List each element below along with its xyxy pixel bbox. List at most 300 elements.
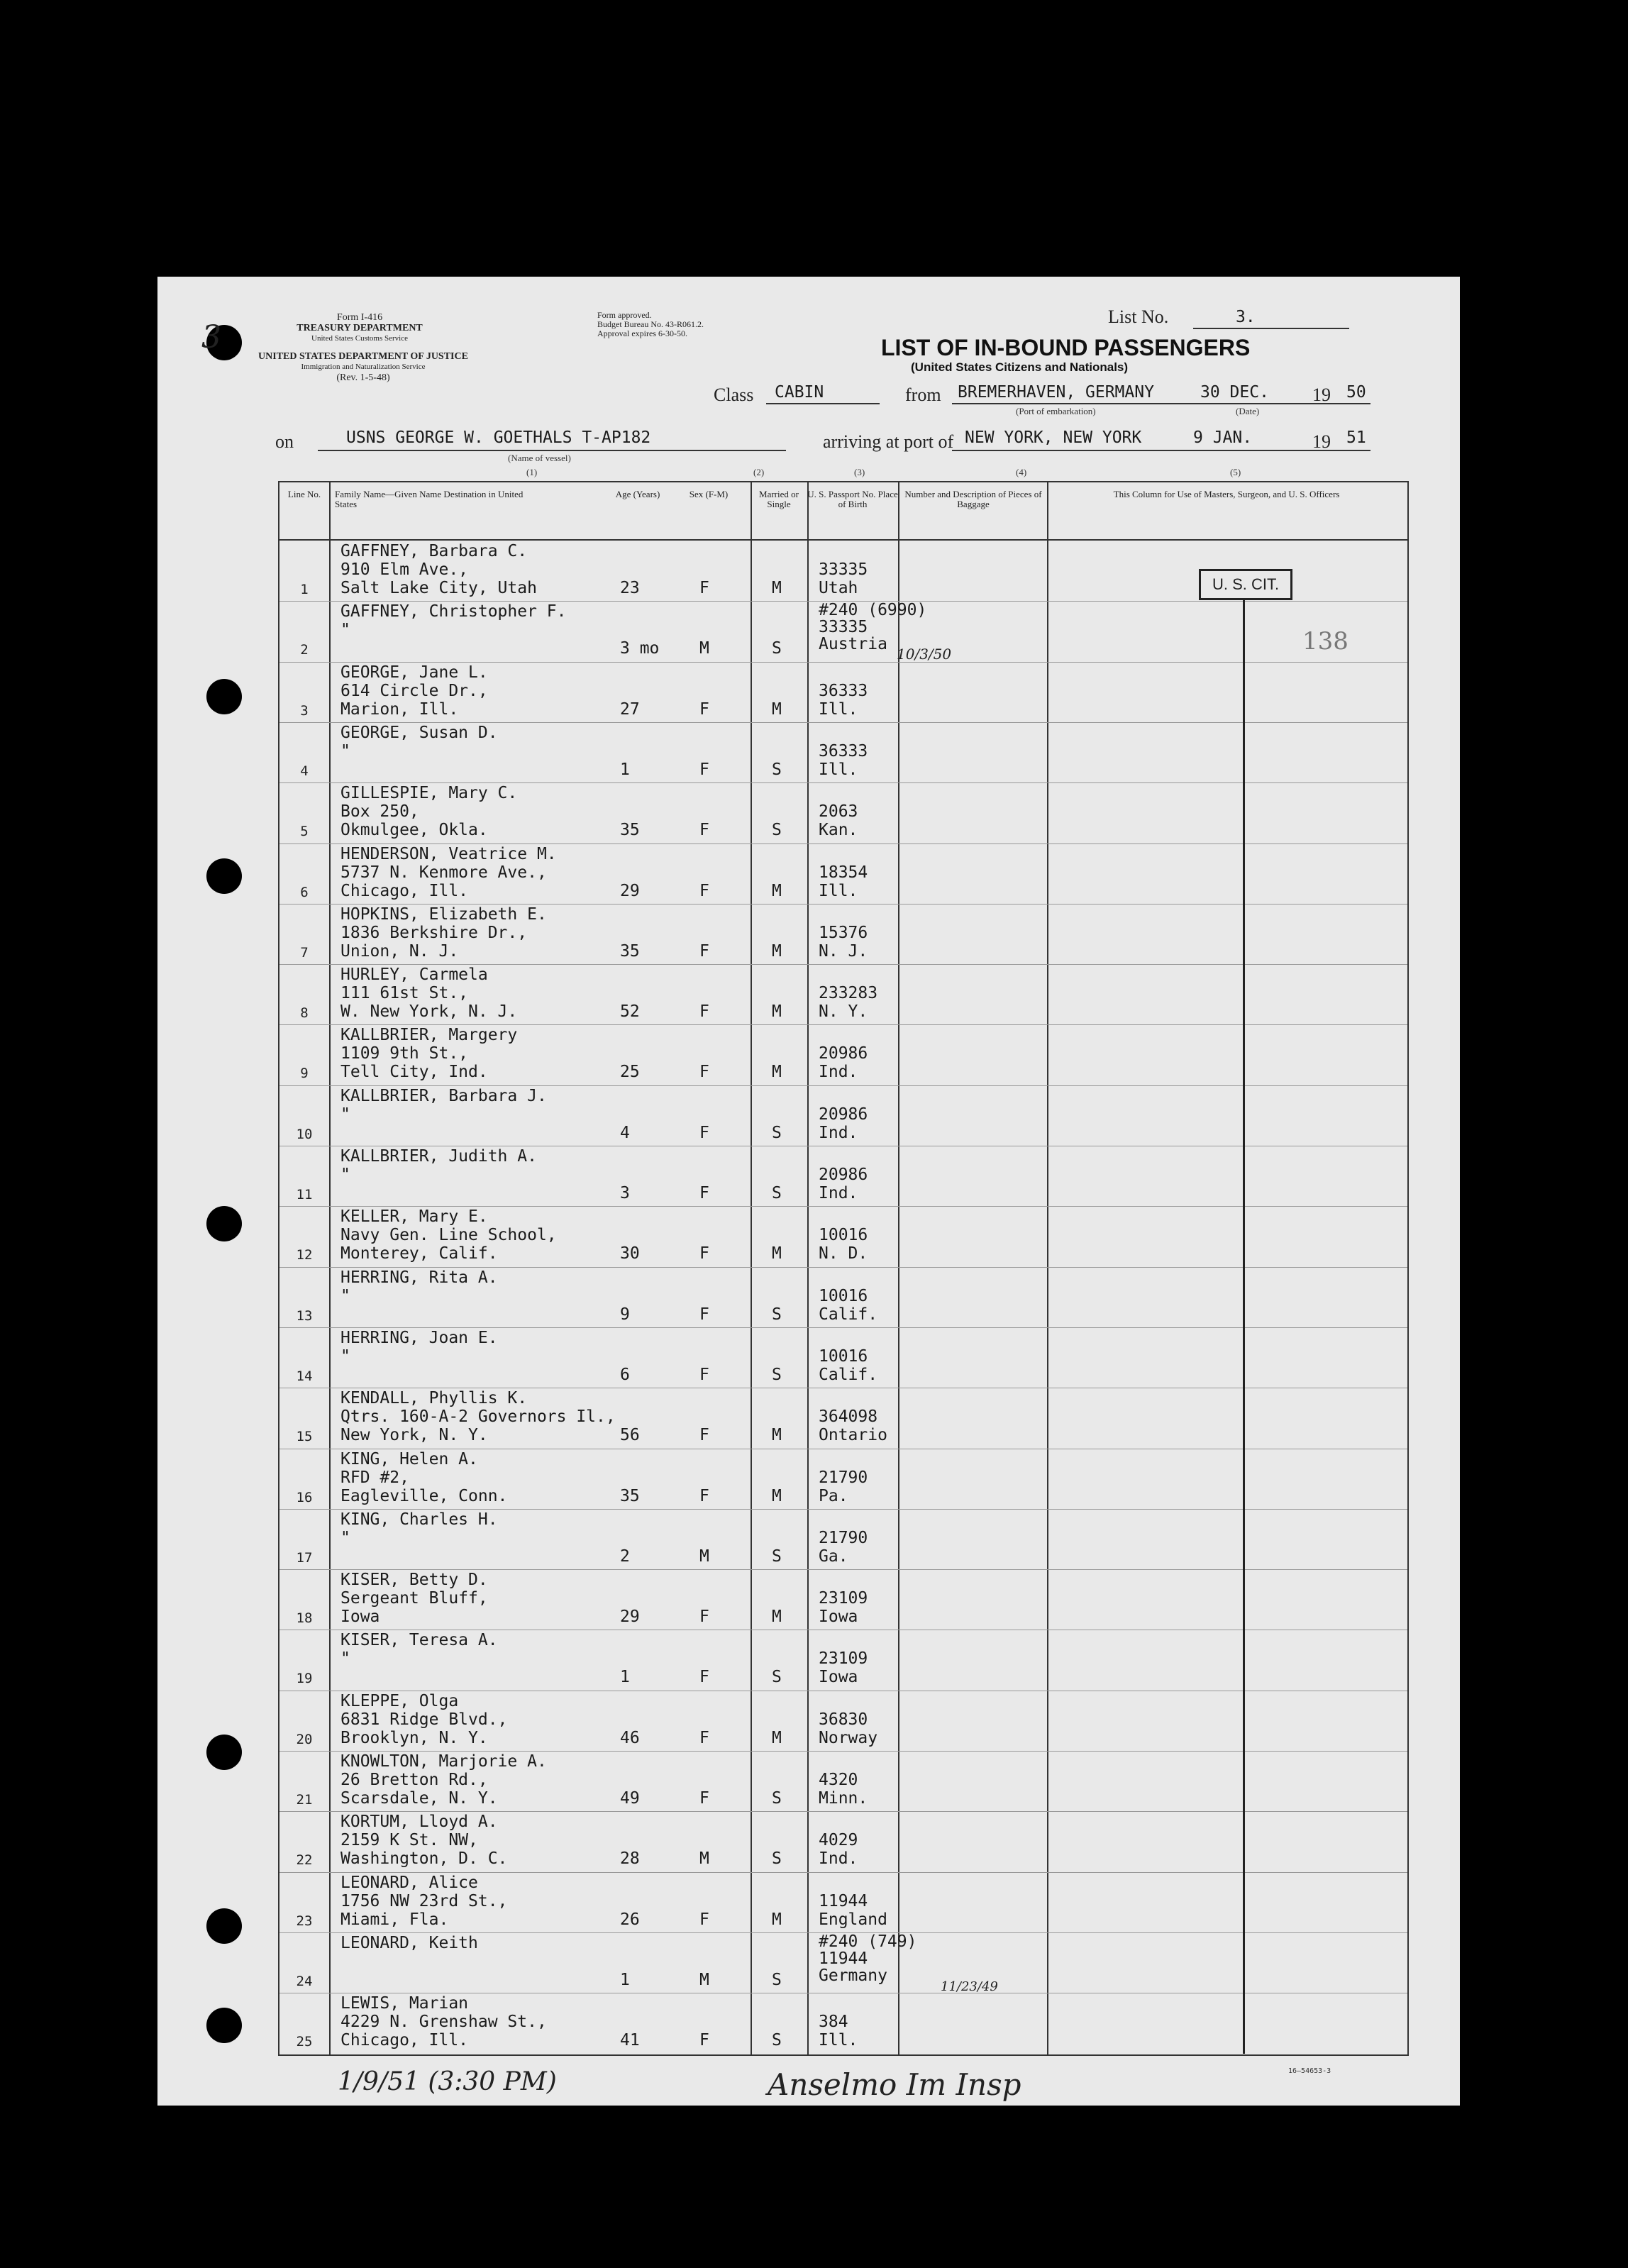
passport-birthplace-line: Kan. <box>819 821 858 840</box>
passport-birthplace-line: 21790 <box>819 1528 868 1547</box>
name-destination-line: GAFFNEY, Christopher F. <box>340 602 567 621</box>
vessel-caption: (Name of vessel) <box>508 453 571 463</box>
name-destination-line: 1836 Berkshire Dr., <box>340 923 528 942</box>
name-destination-line: Marion, Ill. <box>340 699 459 719</box>
row-divider <box>279 1811 1407 1812</box>
col-header-officers: This Column for Use of Masters, Surgeon, and U. S. Officers <box>1113 489 1340 499</box>
class-underline <box>766 403 880 404</box>
col-header-married: Married or Single <box>759 489 799 509</box>
col-header-line-no: Line No. <box>287 489 321 499</box>
row-divider <box>279 722 1407 723</box>
name-destination-line: 1756 NW 23rd St., <box>340 1891 508 1910</box>
row-divider <box>279 1872 1407 1873</box>
age-value: 1 <box>620 1668 630 1687</box>
passport-birthplace-line: 10016 <box>819 1286 868 1305</box>
inspector-signature: Anselmo Im Insp <box>768 2067 1021 2102</box>
line-number: 15 <box>296 1429 313 1445</box>
passport-birthplace-line: 36830 <box>819 1710 868 1729</box>
approval-block <box>597 311 782 338</box>
arrival-year: 51 <box>1346 428 1366 447</box>
age-value: 23 <box>620 579 640 597</box>
customs-service: United States Customs Service <box>311 334 408 343</box>
name-destination-line: W. New York, N. J. <box>340 1002 518 1022</box>
passport-birthplace-line: Ill. <box>819 699 858 719</box>
sex-value: F <box>699 881 709 900</box>
name-destination-line: KENDALL, Phyllis K. <box>340 1389 528 1408</box>
form-subtitle: (United States Citizens and Nationals) <box>911 360 1129 374</box>
marital-value: M <box>772 1244 782 1263</box>
arriving-label: arriving at port of <box>823 431 954 452</box>
age-value: 46 <box>620 1728 640 1747</box>
line-number: 18 <box>296 1610 313 1627</box>
row-divider <box>279 601 1407 602</box>
line-number: 6 <box>300 884 309 900</box>
marital-value: S <box>772 1305 782 1324</box>
arrival-port: NEW YORK, NEW YORK <box>965 428 1142 447</box>
treasury-dept: TREASURY DEPARTMENT <box>297 323 423 333</box>
sex-value: F <box>699 1063 709 1082</box>
marital-value: M <box>772 1002 782 1022</box>
sex-value: F <box>699 1910 709 1929</box>
name-destination-line: 111 61st St., <box>340 984 469 1003</box>
row-divider <box>279 843 1407 844</box>
name-destination-line: LEWIS, Marian <box>340 1994 469 2013</box>
sex-value: M <box>699 639 709 658</box>
name-destination-line: KALLBRIER, Barbara J. <box>340 1086 547 1105</box>
age-value: 1 <box>620 760 630 779</box>
age-value: 25 <box>620 1063 640 1082</box>
passport-birthplace-line: 10016 <box>819 1346 868 1366</box>
line-number: 7 <box>300 944 309 961</box>
age-value: 49 <box>620 1789 640 1808</box>
approval-line: Form approved. <box>597 310 652 320</box>
sex-value: F <box>699 1668 709 1687</box>
age-value: 35 <box>620 941 640 961</box>
marital-value: S <box>772 821 782 840</box>
age-value: 4 <box>620 1123 630 1142</box>
row-divider <box>279 1569 1407 1570</box>
name-destination-line: KISER, Betty D. <box>340 1571 488 1590</box>
name-destination-line: " <box>340 1649 350 1669</box>
col-number: (2) <box>753 467 765 477</box>
marital-value: S <box>772 1547 782 1566</box>
on-label: on <box>275 431 294 452</box>
marital-value: S <box>772 1123 782 1142</box>
name-destination-line: Miami, Fla. <box>340 1910 449 1929</box>
passport-birthplace-line: Minn. <box>819 1789 868 1808</box>
class-value: CABIN <box>775 383 824 402</box>
sex-value: M <box>699 1547 709 1566</box>
sex-value: F <box>699 1608 709 1627</box>
col-header-baggage: Number and Description of Pieces of Baggage <box>904 489 1042 509</box>
marital-value: M <box>772 1608 782 1627</box>
embark-port: BREMERHAVEN, GERMANY <box>958 383 1154 402</box>
marital-value: S <box>772 1184 782 1202</box>
passport-birthplace-line: Ontario <box>819 1426 887 1445</box>
name-destination-line: HENDERSON, Veatrice M. <box>340 844 557 863</box>
line-number: 14 <box>296 1368 313 1384</box>
line-number: 5 <box>300 824 309 840</box>
passport-birthplace-line: Ind. <box>819 1123 858 1142</box>
line-number: 17 <box>296 1549 313 1566</box>
justice-block <box>257 351 470 383</box>
approval-line: Budget Bureau No. 43-R061.2. <box>597 319 704 329</box>
passport-birthplace-line: Norway <box>819 1728 878 1747</box>
line-number: 1 <box>300 582 309 597</box>
age-value: 27 <box>620 699 640 719</box>
name-destination-line: Chicago, Ill. <box>340 2031 469 2050</box>
corner-mark: 3 <box>201 319 221 355</box>
marital-value: M <box>772 699 782 719</box>
from-label: from <box>905 385 941 405</box>
passport-birthplace-line: Austria <box>819 635 887 654</box>
passport-birthplace-line: 384 <box>819 2013 848 2032</box>
col-header-sex: Sex (F-M) <box>689 489 729 499</box>
marital-value: M <box>772 1910 782 1929</box>
embark-date: 30 DEC. <box>1200 383 1269 402</box>
line-number: 11 <box>296 1187 313 1202</box>
header-divider <box>279 539 1407 541</box>
line-number: 8 <box>300 1005 309 1022</box>
name-destination-line: Box 250, <box>340 802 419 822</box>
passport-birthplace-line: 20986 <box>819 1105 868 1124</box>
age-value: 35 <box>620 1486 640 1505</box>
name-destination-line: Okmulgee, Okla. <box>340 821 488 840</box>
name-destination-line: Union, N. J. <box>340 941 459 961</box>
manifest-page <box>157 277 1460 2106</box>
date-caption: (Date) <box>1236 406 1260 416</box>
name-destination-line: " <box>340 1166 350 1184</box>
justice-dept: UNITED STATES DEPARTMENT OF JUSTICE <box>258 351 468 362</box>
name-destination-line: GEORGE, Jane L. <box>340 663 488 682</box>
passport-birthplace-line: 4029 <box>819 1831 858 1850</box>
passport-birthplace-line: Germany <box>819 1966 887 1985</box>
name-destination-line: " <box>340 1286 350 1305</box>
row-divider <box>279 1085 1407 1086</box>
passport-birthplace-line: 36333 <box>819 741 868 760</box>
sex-value: F <box>699 1184 709 1202</box>
name-destination-line: GEORGE, Susan D. <box>340 723 498 742</box>
name-destination-line: HERRING, Joan E. <box>340 1328 498 1347</box>
row-divider <box>279 1206 1407 1207</box>
name-destination-line: Tell City, Ind. <box>340 1063 488 1082</box>
date-note: 10/3/50 <box>897 646 952 663</box>
arrival-underline <box>952 450 1370 451</box>
line-number: 12 <box>296 1247 313 1263</box>
line-number: 16 <box>296 1489 313 1505</box>
passport-birthplace-line: Ind. <box>819 1063 858 1082</box>
name-destination-line: KNOWLTON, Marjorie A. <box>340 1752 547 1771</box>
embark-year: 50 <box>1346 383 1366 402</box>
punch-hole <box>206 858 242 894</box>
passport-birthplace-line: 2063 <box>819 802 858 822</box>
passport-birthplace-line: Iowa <box>819 1608 858 1627</box>
name-destination-line: Navy Gen. Line School, <box>340 1226 557 1245</box>
form-agency-block <box>271 312 448 344</box>
row-divider <box>279 1932 1407 1933</box>
passport-birthplace-line: Ind. <box>819 1184 858 1202</box>
line-number: 2 <box>300 642 309 658</box>
passport-birthplace-line: 4320 <box>819 1771 858 1789</box>
name-destination-line: 1109 9th St., <box>340 1044 469 1063</box>
row-divider <box>279 904 1407 905</box>
col-divider <box>1047 482 1048 2054</box>
line-number: 22 <box>296 1852 313 1869</box>
passport-birthplace-line: Pa. <box>819 1486 848 1505</box>
marital-value: S <box>772 760 782 779</box>
col-number: (5) <box>1230 467 1241 477</box>
form-title: LIST OF IN-BOUND PASSENGERS <box>881 335 1251 360</box>
line-number: 23 <box>296 1913 313 1929</box>
name-destination-line: " <box>340 1105 350 1124</box>
passport-birthplace-line: Ind. <box>819 1849 858 1869</box>
marital-value: S <box>772 1849 782 1869</box>
marital-value: M <box>772 1486 782 1505</box>
name-destination-line: Washington, D. C. <box>340 1849 508 1869</box>
name-destination-line: " <box>340 741 350 760</box>
age-value: 26 <box>620 1910 640 1929</box>
sex-value: F <box>699 821 709 840</box>
age-value: 2 <box>620 1547 630 1566</box>
name-destination-line: KISER, Teresa A. <box>340 1631 498 1650</box>
col-divider <box>329 482 331 2054</box>
row-divider <box>279 1509 1407 1510</box>
date-note: 11/23/49 <box>941 1979 998 1994</box>
name-destination-line: Chicago, Ill. <box>340 881 469 900</box>
name-destination-line: LEONARD, Alice <box>340 1873 478 1892</box>
passport-birthplace-line: N. D. <box>819 1244 868 1263</box>
passport-birthplace-line: 233283 <box>819 984 878 1003</box>
name-destination-line: Salt Lake City, Utah <box>340 579 537 597</box>
passport-birthplace-line: Iowa <box>819 1668 858 1687</box>
name-destination-line: " <box>340 1346 350 1366</box>
age-value: 30 <box>620 1244 640 1263</box>
vessel-name: USNS GEORGE W. GOETHALS T-AP182 <box>346 428 651 447</box>
age-value: 29 <box>620 881 640 900</box>
from-underline <box>952 403 1370 404</box>
row-divider <box>279 1751 1407 1752</box>
passport-birthplace-line: N. Y. <box>819 1002 868 1022</box>
punch-hole <box>206 1735 242 1770</box>
name-destination-line: RFD #2, <box>340 1468 409 1487</box>
list-no-underline <box>1193 328 1349 329</box>
form-number: Form I-416 <box>336 312 383 323</box>
age-value: 52 <box>620 1002 640 1022</box>
age-value: 41 <box>620 2031 640 2050</box>
punch-hole <box>206 2008 242 2043</box>
row-divider <box>279 662 1407 663</box>
passport-birthplace-line: 11944 <box>819 1949 868 1968</box>
vessel-underline <box>318 450 786 451</box>
name-destination-line: New York, N. Y. <box>340 1426 488 1445</box>
arrival-year-prefix: 19 <box>1312 431 1331 452</box>
passport-birthplace-line: 33335 <box>819 560 868 579</box>
passport-birthplace-line: 11944 <box>819 1891 868 1910</box>
passport-birthplace-line: 15376 <box>819 923 868 942</box>
marital-value: S <box>772 1365 782 1384</box>
name-destination-line: KELLER, Mary E. <box>340 1207 488 1227</box>
marital-value: S <box>772 639 782 658</box>
arrival-date: 9 JAN. <box>1193 428 1253 447</box>
line-number: 10 <box>296 1126 313 1142</box>
approval-line: Approval expires 6-30-50. <box>597 328 687 338</box>
name-destination-line: LEONARD, Keith <box>340 1933 478 1952</box>
row-divider <box>279 782 1407 783</box>
name-destination-line: Eagleville, Conn. <box>340 1486 508 1505</box>
punch-hole <box>206 1206 242 1241</box>
name-destination-line: 910 Elm Ave., <box>340 560 469 579</box>
passport-birthplace-line: England <box>819 1910 887 1929</box>
name-destination-line: HOPKINS, Elizabeth E. <box>340 905 547 924</box>
age-value: 1 <box>620 1970 630 1989</box>
age-value: 35 <box>620 821 640 840</box>
name-destination-line: 4229 N. Grenshaw St., <box>340 2013 547 2032</box>
marital-value: M <box>772 941 782 961</box>
name-destination-line: 614 Circle Dr., <box>340 681 488 700</box>
sex-value: F <box>699 941 709 961</box>
name-destination-line: KLEPPE, Olga <box>340 1691 459 1710</box>
passport-birthplace-line: 23109 <box>819 1649 868 1669</box>
passport-birthplace-line: 364098 <box>819 1407 878 1427</box>
age-value: 6 <box>620 1365 630 1384</box>
col-divider <box>751 482 752 2054</box>
passport-birthplace-line: 18354 <box>819 863 868 882</box>
age-value: 9 <box>620 1305 630 1324</box>
name-destination-line: KORTUM, Lloyd A. <box>340 1813 498 1832</box>
col-number: (1) <box>526 467 538 477</box>
age-value: 29 <box>620 1608 640 1627</box>
passport-birthplace-line: Ill. <box>819 881 858 900</box>
col-divider <box>807 482 809 2054</box>
sex-value: F <box>699 1728 709 1747</box>
ins-service: Immigration and Naturalization Service <box>301 363 426 371</box>
marital-value: S <box>772 2031 782 2050</box>
passport-birthplace-line: #240 (749) <box>819 1932 917 1951</box>
age-value: 56 <box>620 1426 640 1445</box>
sex-value: M <box>699 1849 709 1869</box>
citizen-stamp: U. S. CIT. <box>1199 569 1292 600</box>
line-number: 24 <box>296 1973 313 1989</box>
sex-value: F <box>699 1486 709 1505</box>
passport-birthplace-line: Calif. <box>819 1305 878 1324</box>
col-header-name: Family Name—Given Name Destination in United States <box>335 489 524 509</box>
punch-hole <box>206 1908 242 1944</box>
sex-value: F <box>699 1002 709 1022</box>
line-number: 3 <box>300 702 309 719</box>
line-number: 19 <box>296 1671 313 1687</box>
col-number: (4) <box>1016 467 1027 477</box>
line-number: 13 <box>296 1307 313 1324</box>
passport-birthplace-line: Ill. <box>819 2031 858 2050</box>
marital-value: M <box>772 1728 782 1747</box>
line-number: 20 <box>296 1731 313 1747</box>
row-divider <box>279 1024 1407 1025</box>
name-destination-line: KING, Charles H. <box>340 1510 498 1529</box>
row-divider <box>279 1327 1407 1328</box>
sex-value: M <box>699 1970 709 1989</box>
marital-value: S <box>772 1668 782 1687</box>
row-divider <box>279 964 1407 965</box>
sex-value: F <box>699 1123 709 1142</box>
name-destination-line: KING, Helen A. <box>340 1449 478 1468</box>
name-destination-line: GAFFNEY, Barbara C. <box>340 542 528 560</box>
marital-value: S <box>772 1970 782 1989</box>
marital-value: S <box>772 1789 782 1808</box>
name-destination-line: 5737 N. Kenmore Ave., <box>340 863 547 882</box>
sex-value: F <box>699 1426 709 1445</box>
row-divider <box>279 1267 1407 1268</box>
name-destination-line: KALLBRIER, Margery <box>340 1026 518 1045</box>
passport-birthplace-line: 20986 <box>819 1166 868 1184</box>
col-header-age: Age (Years) <box>615 489 660 499</box>
name-destination-line: Monterey, Calif. <box>340 1244 498 1263</box>
passport-birthplace-line: #240 (6990) <box>819 601 927 620</box>
passport-birthplace-line: 20986 <box>819 1044 868 1063</box>
line-number: 25 <box>296 2034 313 2050</box>
passport-birthplace-line: 10016 <box>819 1226 868 1245</box>
line-number: 9 <box>300 1066 309 1082</box>
sex-value: F <box>699 1305 709 1324</box>
name-destination-line: KALLBRIER, Judith A. <box>340 1147 537 1166</box>
list-no-label: List No. <box>1108 306 1169 327</box>
passport-birthplace-line: Ga. <box>819 1547 848 1566</box>
footer-code: 16—54653-3 <box>1288 2067 1331 2075</box>
col-header-passport: U. S. Passport No. Place of Birth <box>807 489 898 509</box>
port-caption: (Port of embarkation) <box>1016 406 1096 416</box>
name-destination-line: HERRING, Rita A. <box>340 1268 498 1287</box>
passport-birthplace-line: 33335 <box>819 618 868 637</box>
bottom-date-note: 1/9/51 (3:30 PM) <box>338 2067 557 2096</box>
class-label: Class <box>714 385 754 405</box>
sex-value: F <box>699 1789 709 1808</box>
embark-year-prefix: 19 <box>1312 385 1331 405</box>
sex-value: F <box>699 699 709 719</box>
name-destination-line: GILLESPIE, Mary C. <box>340 784 518 803</box>
col-number: (3) <box>854 467 865 477</box>
list-no-value: 3. <box>1236 308 1256 326</box>
age-value: 3 <box>620 1184 630 1202</box>
line-number: 4 <box>300 763 309 779</box>
punch-hole <box>206 679 242 714</box>
passport-birthplace-line: N. J. <box>819 941 868 961</box>
age-value: 28 <box>620 1849 640 1869</box>
officer-check-line <box>1243 599 1245 2054</box>
name-destination-line: " <box>340 621 350 640</box>
marital-value: M <box>772 881 782 900</box>
name-destination-line: Iowa <box>340 1608 380 1627</box>
passport-birthplace-line: Ill. <box>819 760 858 779</box>
name-destination-line: 2159 K St. NW, <box>340 1831 478 1850</box>
age-value: 3 mo <box>620 639 660 658</box>
name-destination-line: Brooklyn, N. Y. <box>340 1728 488 1747</box>
passport-birthplace-line: 21790 <box>819 1468 868 1487</box>
col-divider <box>898 482 899 2054</box>
passport-birthplace-line: Utah <box>819 579 858 597</box>
sex-value: F <box>699 2031 709 2050</box>
name-destination-line: 26 Bretton Rd., <box>340 1771 488 1789</box>
passport-birthplace-line: 36333 <box>819 681 868 700</box>
sex-value: F <box>699 579 709 597</box>
marital-value: M <box>772 579 782 597</box>
sex-value: F <box>699 760 709 779</box>
name-destination-line: HURLEY, Carmela <box>340 966 488 985</box>
sex-value: F <box>699 1244 709 1263</box>
marital-value: M <box>772 1426 782 1445</box>
passport-birthplace-line: 23109 <box>819 1589 868 1608</box>
passenger-table <box>278 481 1409 2056</box>
sex-value: F <box>699 1365 709 1384</box>
name-destination-line: Qtrs. 160-A-2 Governors Il., <box>340 1407 616 1427</box>
